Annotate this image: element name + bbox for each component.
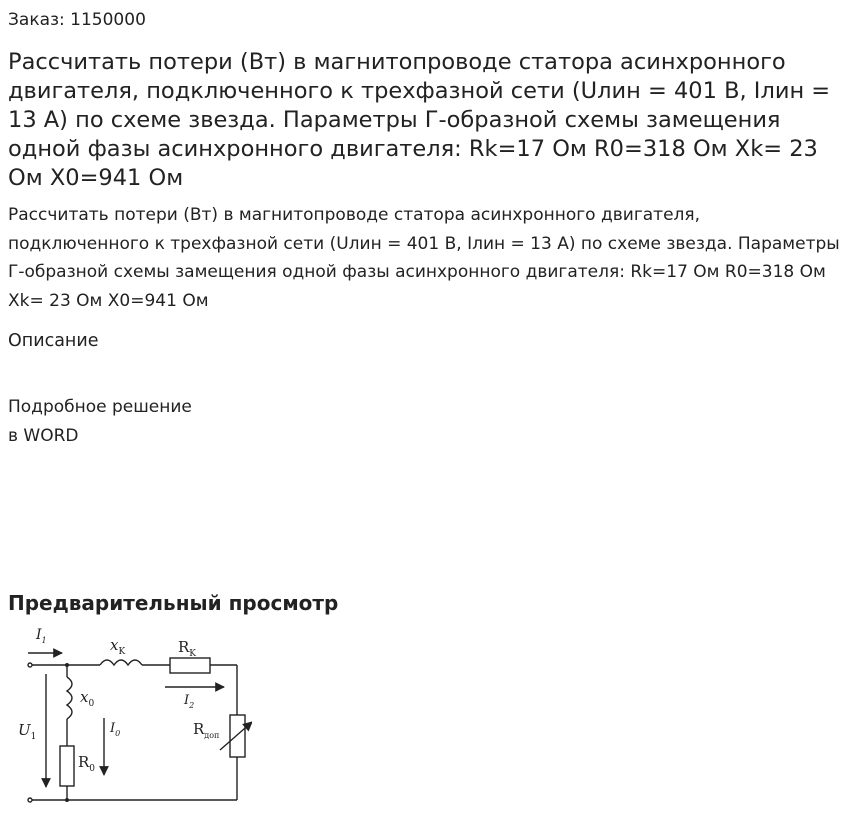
label-x0: $x_0$ [80, 688, 95, 709]
input-terminal-top [28, 663, 32, 667]
preview-heading: Предварительный просмотр [8, 591, 339, 615]
label-i1: $I_1$ [36, 627, 47, 645]
label-i0: $I_0$ [110, 721, 121, 738]
resistor-rdop [230, 715, 245, 757]
order-number: Заказ: 1150000 [8, 10, 146, 30]
circuit-diagram-image [12, 622, 252, 807]
solution-info [8, 393, 192, 451]
description-text: Рассчитать потери (Вт) в магнитопроводе статора асинхронного двигателя, подключенного к трехфазной сети (Uлин = 401 В, Iлин = 13 А) по схеме звезда. Параметры Г-образной схемы замещения одной фазы асинхронного двигателя: Rk=17 Ом R0=318 Ом Xk= 23 Ом X0=941 Ом [8, 205, 840, 311]
variable-arrow [220, 722, 252, 750]
resistor-rk [170, 658, 210, 673]
node-bottom [65, 798, 69, 802]
inductor-xk [100, 660, 142, 665]
label-i2: $I_2$ [184, 693, 195, 710]
input-terminal-bottom [28, 798, 32, 802]
resistor-r0 [60, 746, 74, 786]
solution-line-2: в WORD [8, 426, 79, 446]
description-label: Описание [8, 331, 99, 351]
solution-line-1: Подробное решение [8, 397, 192, 417]
label-rk: $R_K$ [178, 638, 197, 659]
node-top [65, 663, 69, 667]
label-r0: $R_0$ [78, 753, 96, 774]
inductor-x0 [67, 677, 72, 719]
label-u1: $U_1$ [18, 721, 37, 742]
label-xk: $x_K$ [110, 636, 126, 657]
label-rdop: $R_{доп}$ [193, 720, 220, 740]
page-title: Рассчитать потери (Вт) в магнитопроводе статора асинхронного двигателя, подключенного к трехфазной сети (Uлин = 401 В, Iлин = 13 А) по схеме звезда. Параметры Г-образной схемы замещения одной фазы асинхронного двигателя: Rk=17 Ом R0=318 Ом Xk= 23 Ом X0=941 Ом [8, 49, 831, 191]
